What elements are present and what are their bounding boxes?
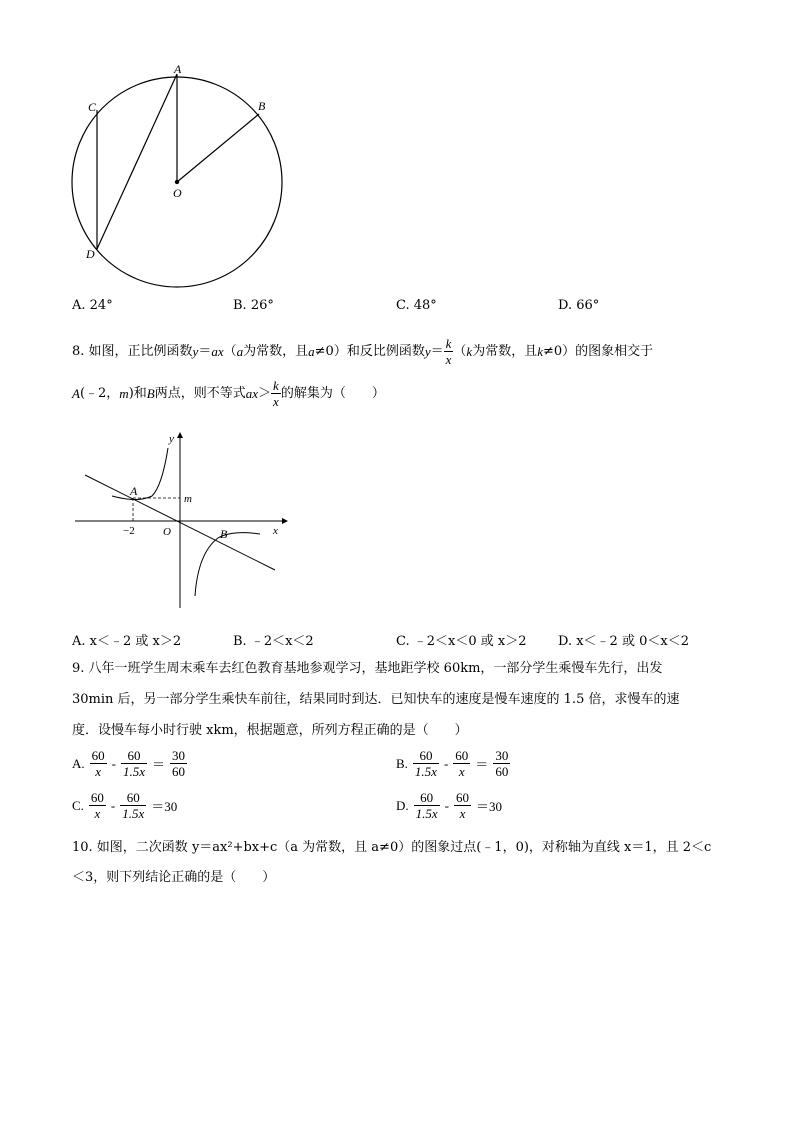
label-c: C bbox=[88, 100, 97, 114]
q8-text: ＝ bbox=[430, 343, 444, 359]
q7-option-c: C. 48° bbox=[396, 298, 437, 313]
fraction bbox=[121, 748, 147, 779]
segment-ad bbox=[97, 74, 177, 249]
q8-text: （ bbox=[453, 343, 467, 359]
option-label: D. bbox=[396, 797, 409, 813]
frac-num: 60 bbox=[456, 790, 470, 805]
frac-den: 1.5x bbox=[414, 764, 437, 779]
fraction bbox=[170, 748, 187, 779]
label-o: O bbox=[173, 186, 182, 200]
hyperbola-branch-right bbox=[195, 533, 260, 596]
q8-text: (﹣2， bbox=[79, 385, 120, 401]
operator: - bbox=[443, 755, 449, 771]
frac-num: 60 bbox=[455, 748, 469, 763]
segment-ob bbox=[177, 114, 259, 182]
frac-num: 60 bbox=[413, 748, 439, 764]
label-y: y bbox=[169, 433, 174, 445]
q8-var: ax bbox=[211, 343, 224, 359]
q8-text: ＝ bbox=[198, 343, 212, 359]
label-a: A bbox=[174, 62, 182, 76]
q8-text: )和 bbox=[128, 385, 147, 401]
label-neg2: −2 bbox=[123, 525, 135, 537]
fraction bbox=[413, 748, 439, 779]
circle-figure bbox=[60, 60, 300, 300]
fraction-k-over-x bbox=[444, 336, 454, 367]
q8-text: 两点，则不等式 bbox=[154, 385, 246, 401]
fraction bbox=[453, 748, 470, 779]
q8-option-c: C. ﹣2＜x＜0 或 x＞2 bbox=[396, 634, 527, 649]
frac-num: k bbox=[445, 336, 452, 351]
q8-var: ax bbox=[245, 385, 259, 401]
q8-line1 bbox=[72, 336, 653, 367]
fraction bbox=[414, 790, 440, 821]
y-axis-arrow bbox=[177, 432, 183, 438]
q7-option-d: D. 66° bbox=[558, 298, 600, 313]
q8-var: y bbox=[192, 343, 199, 359]
q8-var: m bbox=[119, 385, 129, 401]
frac-num: 60 bbox=[414, 790, 440, 806]
option-label: B. bbox=[396, 755, 408, 771]
q9-option-b bbox=[396, 748, 510, 779]
q9-option-d bbox=[396, 790, 502, 821]
equals: ＝ bbox=[475, 757, 489, 772]
rhs: ＝30 bbox=[151, 799, 178, 814]
fraction bbox=[120, 790, 146, 821]
q7-option-b: B. 26° bbox=[233, 298, 274, 313]
q8-var: k bbox=[537, 343, 543, 359]
frac-den: 1.5x bbox=[122, 764, 146, 779]
frac-den: x bbox=[445, 352, 452, 367]
fraction bbox=[90, 748, 107, 779]
q7-option-a: A. 24° bbox=[72, 298, 113, 313]
label-origin: O bbox=[163, 526, 171, 538]
frac-den: x bbox=[273, 394, 279, 409]
frac-num: 30 bbox=[495, 748, 509, 763]
frac-den: x bbox=[95, 764, 102, 779]
fraction bbox=[454, 790, 471, 821]
q8-var: k bbox=[466, 343, 473, 359]
frac-den: 60 bbox=[495, 764, 509, 779]
frac-num: 60 bbox=[120, 790, 146, 806]
frac-num: k bbox=[273, 378, 279, 393]
frac-den: x bbox=[94, 806, 101, 821]
label-point-b: B bbox=[220, 527, 228, 541]
q8-text: 8. 如图，正比例函数 bbox=[72, 343, 193, 359]
q10-line1: 10. 如图，二次函数 y＝ax²+bx+c（a 为常数，且 a≠0）的图象过点(﹣1，0)，对称轴为直线 x＝1，且 2＜c bbox=[72, 840, 712, 855]
frac-num: 30 bbox=[172, 748, 186, 763]
function-graph bbox=[70, 428, 290, 613]
center-point bbox=[175, 180, 179, 184]
label-b: B bbox=[258, 99, 266, 113]
q8-text: ＞ bbox=[258, 385, 272, 401]
q9-option-c bbox=[72, 790, 177, 821]
fraction bbox=[493, 748, 510, 779]
q8-var: B bbox=[146, 385, 155, 401]
operator: - bbox=[444, 797, 450, 813]
q8-text: （ bbox=[223, 343, 237, 359]
label-point-a: A bbox=[130, 484, 138, 498]
q8-option-a: A. x＜﹣2 或 x＞2 bbox=[72, 634, 182, 649]
q10-line2: ＜3，则下列结论正确的是（ ） bbox=[72, 870, 276, 885]
operator: - bbox=[110, 797, 116, 813]
operator: - bbox=[111, 755, 116, 771]
option-label: A. bbox=[72, 755, 85, 771]
label-m: m bbox=[184, 493, 192, 505]
label-d: D bbox=[86, 247, 95, 261]
q8-var: y bbox=[424, 343, 431, 359]
fraction-k-over-x bbox=[271, 378, 281, 409]
q8-line2 bbox=[72, 378, 385, 409]
q8-text: ≠0）和反比例函数 bbox=[314, 343, 425, 359]
frac-den: x bbox=[458, 764, 465, 779]
q8-var: a bbox=[236, 343, 244, 359]
frac-den: 60 bbox=[172, 764, 186, 779]
label-x: x bbox=[273, 525, 278, 537]
frac-num: 60 bbox=[90, 790, 104, 805]
frac-den: x bbox=[459, 806, 466, 821]
q9-line2: 30min 后，另一部分学生乘快车前往，结果同时到达．已知快车的速度是慢车速度的 1.5 倍，求慢车的速 bbox=[72, 692, 680, 707]
equals: ＝ bbox=[152, 757, 166, 772]
q9-line1: 9. 八年一班学生周末乘车去红色教育基地参观学习，基地距学校 60km，一部分学生乘慢车先行，出发 bbox=[72, 661, 663, 676]
q8-var: a bbox=[308, 343, 315, 359]
hyperbola-branch-left bbox=[112, 448, 168, 500]
rhs: ＝30 bbox=[476, 799, 503, 814]
q8-text: 为常数，且 bbox=[472, 343, 538, 359]
option-label: C. bbox=[72, 797, 84, 813]
frac-den: 1.5x bbox=[122, 806, 145, 821]
q8-text: 的解集为（ ） bbox=[280, 385, 385, 401]
frac-num: 60 bbox=[91, 748, 105, 763]
q8-text: 为常数，且 bbox=[243, 343, 309, 359]
fraction bbox=[89, 790, 106, 821]
q8-option-b: B. ﹣2＜x＜2 bbox=[233, 634, 314, 649]
frac-num: 60 bbox=[121, 748, 147, 764]
q9-line3: 度．设慢车每小时行驶 xkm，根据题意，所列方程正确的是（ ） bbox=[72, 723, 468, 738]
q8-option-d: D. x＜﹣2 或 0＜x＜2 bbox=[558, 634, 689, 649]
q8-text: ≠0）的图象相交于 bbox=[543, 343, 654, 359]
q8-var: A bbox=[72, 385, 80, 401]
x-axis-arrow bbox=[282, 518, 288, 524]
frac-den: 1.5x bbox=[415, 806, 438, 821]
q9-option-a bbox=[72, 748, 187, 779]
